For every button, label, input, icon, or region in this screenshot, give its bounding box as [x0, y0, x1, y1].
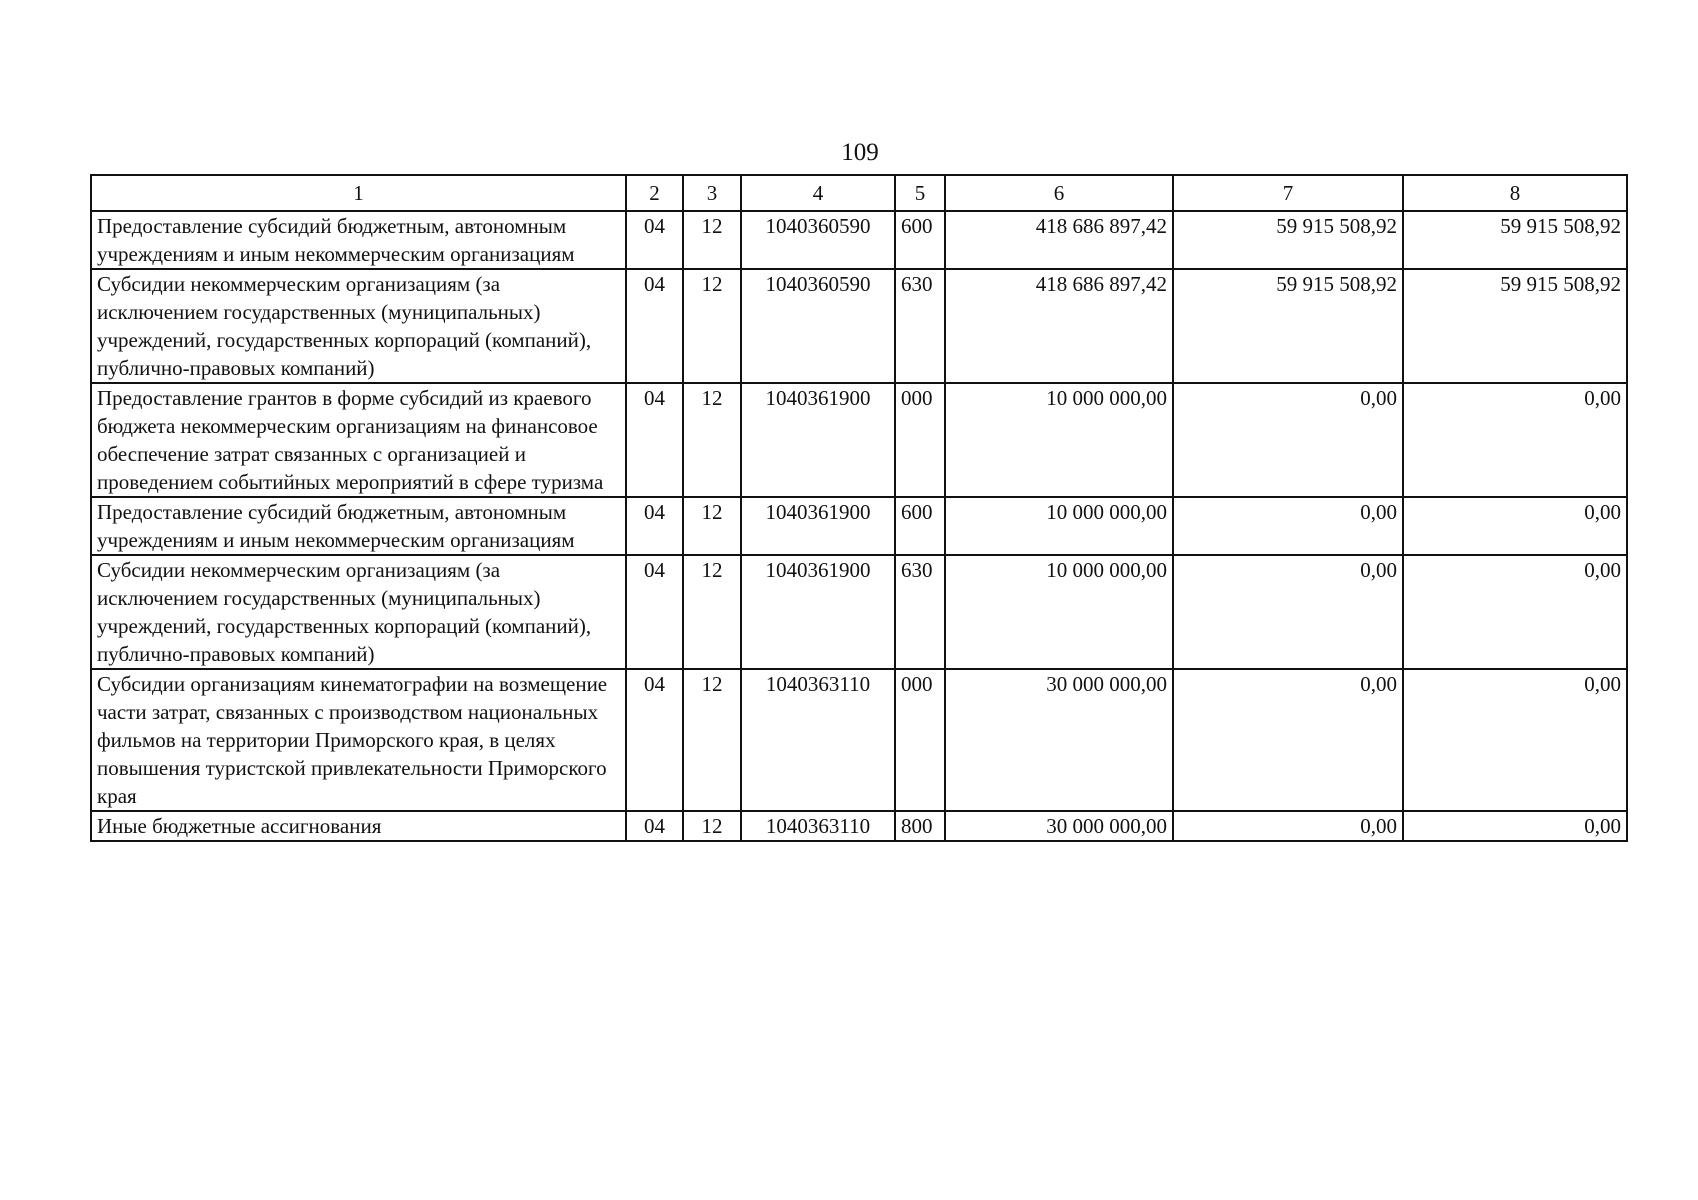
table-row — [91, 669, 1627, 811]
row-subsection: 12 — [683, 211, 741, 269]
row-target-article: 1040360590 — [741, 211, 895, 269]
row-amount-col6: 30 000 000,00 — [945, 669, 1173, 811]
table-row — [91, 211, 1627, 269]
row-amount-col7: 0,00 — [1173, 497, 1403, 555]
row-amount-col7: 59 915 508,92 — [1173, 269, 1403, 383]
row-section: 04 — [626, 497, 683, 555]
row-target-article: 1040363110 — [741, 811, 895, 841]
header-col-7: 7 — [1173, 175, 1403, 211]
row-amount-col8: 0,00 — [1403, 555, 1627, 669]
row-target-article: 1040361900 — [741, 497, 895, 555]
table-row — [91, 811, 1627, 841]
row-amount-col8: 59 915 508,92 — [1403, 269, 1627, 383]
header-col-3: 3 — [683, 175, 741, 211]
row-amount-col6: 418 686 897,42 — [945, 269, 1173, 383]
table-row — [91, 383, 1627, 497]
row-description: Предоставление субсидий бюджетным, автономным учреждениям и иным некоммерческим организациям — [91, 211, 626, 269]
page-number: 109 — [841, 139, 879, 166]
row-subsection: 12 — [683, 811, 741, 841]
row-section: 04 — [626, 211, 683, 269]
row-section: 04 — [626, 811, 683, 841]
row-description: Предоставление субсидий бюджетным, автономным учреждениям и иным некоммерческим организациям — [91, 497, 626, 555]
row-expense-type: 800 — [895, 811, 945, 841]
row-subsection: 12 — [683, 669, 741, 811]
row-expense-type: 630 — [895, 269, 945, 383]
row-section: 04 — [626, 383, 683, 497]
table-row — [91, 269, 1627, 383]
row-amount-col7: 0,00 — [1173, 555, 1403, 669]
row-section: 04 — [626, 269, 683, 383]
row-expense-type: 600 — [895, 497, 945, 555]
row-expense-type: 600 — [895, 211, 945, 269]
header-col-5: 5 — [895, 175, 945, 211]
row-amount-col6: 10 000 000,00 — [945, 497, 1173, 555]
row-amount-col6: 30 000 000,00 — [945, 811, 1173, 841]
row-expense-type: 000 — [895, 669, 945, 811]
row-target-article: 1040361900 — [741, 383, 895, 497]
row-amount-col7: 0,00 — [1173, 811, 1403, 841]
row-amount-col8: 0,00 — [1403, 669, 1627, 811]
table-row — [91, 497, 1627, 555]
row-target-article: 1040361900 — [741, 555, 895, 669]
row-target-article: 1040363110 — [741, 669, 895, 811]
row-section: 04 — [626, 669, 683, 811]
row-subsection: 12 — [683, 555, 741, 669]
row-amount-col7: 0,00 — [1173, 669, 1403, 811]
row-section: 04 — [626, 555, 683, 669]
row-target-article: 1040360590 — [741, 269, 895, 383]
row-amount-col8: 0,00 — [1403, 497, 1627, 555]
row-description: Субсидии некоммерческим организациям (за исключением государственных (муниципальных) учреждений, государственных корпораций (компаний), публично-правовых компаний) — [91, 555, 626, 669]
row-expense-type: 000 — [895, 383, 945, 497]
row-amount-col8: 0,00 — [1403, 383, 1627, 497]
row-amount-col6: 418 686 897,42 — [945, 211, 1173, 269]
row-expense-type: 630 — [895, 555, 945, 669]
header-col-4: 4 — [741, 175, 895, 211]
row-description: Иные бюджетные ассигнования — [91, 811, 626, 841]
row-amount-col7: 59 915 508,92 — [1173, 211, 1403, 269]
row-subsection: 12 — [683, 497, 741, 555]
budget-table — [90, 174, 1628, 842]
header-row — [91, 175, 1627, 211]
row-description: Предоставление грантов в форме субсидий из краевого бюджета некоммерческим организациям на финансовое обеспечение затрат связанных с организацией и проведением событийных мероприятий в сфере туризма — [91, 383, 626, 497]
row-subsection: 12 — [683, 383, 741, 497]
row-amount-col6: 10 000 000,00 — [945, 383, 1173, 497]
row-description: Субсидии организациям кинематографии на возмещение части затрат, связанных с производством национальных фильмов на территории Приморского края, в целях повышения туристской привлекательности Приморского края — [91, 669, 626, 811]
row-amount-col8: 0,00 — [1403, 811, 1627, 841]
header-col-1: 1 — [91, 175, 626, 211]
header-col-6: 6 — [945, 175, 1173, 211]
table-row — [91, 555, 1627, 669]
row-subsection: 12 — [683, 269, 741, 383]
row-amount-col6: 10 000 000,00 — [945, 555, 1173, 669]
row-amount-col8: 59 915 508,92 — [1403, 211, 1627, 269]
header-col-8: 8 — [1403, 175, 1627, 211]
row-amount-col7: 0,00 — [1173, 383, 1403, 497]
row-description: Субсидии некоммерческим организациям (за исключением государственных (муниципальных) учреждений, государственных корпораций (компаний), публично-правовых компаний) — [91, 269, 626, 383]
header-col-2: 2 — [626, 175, 683, 211]
